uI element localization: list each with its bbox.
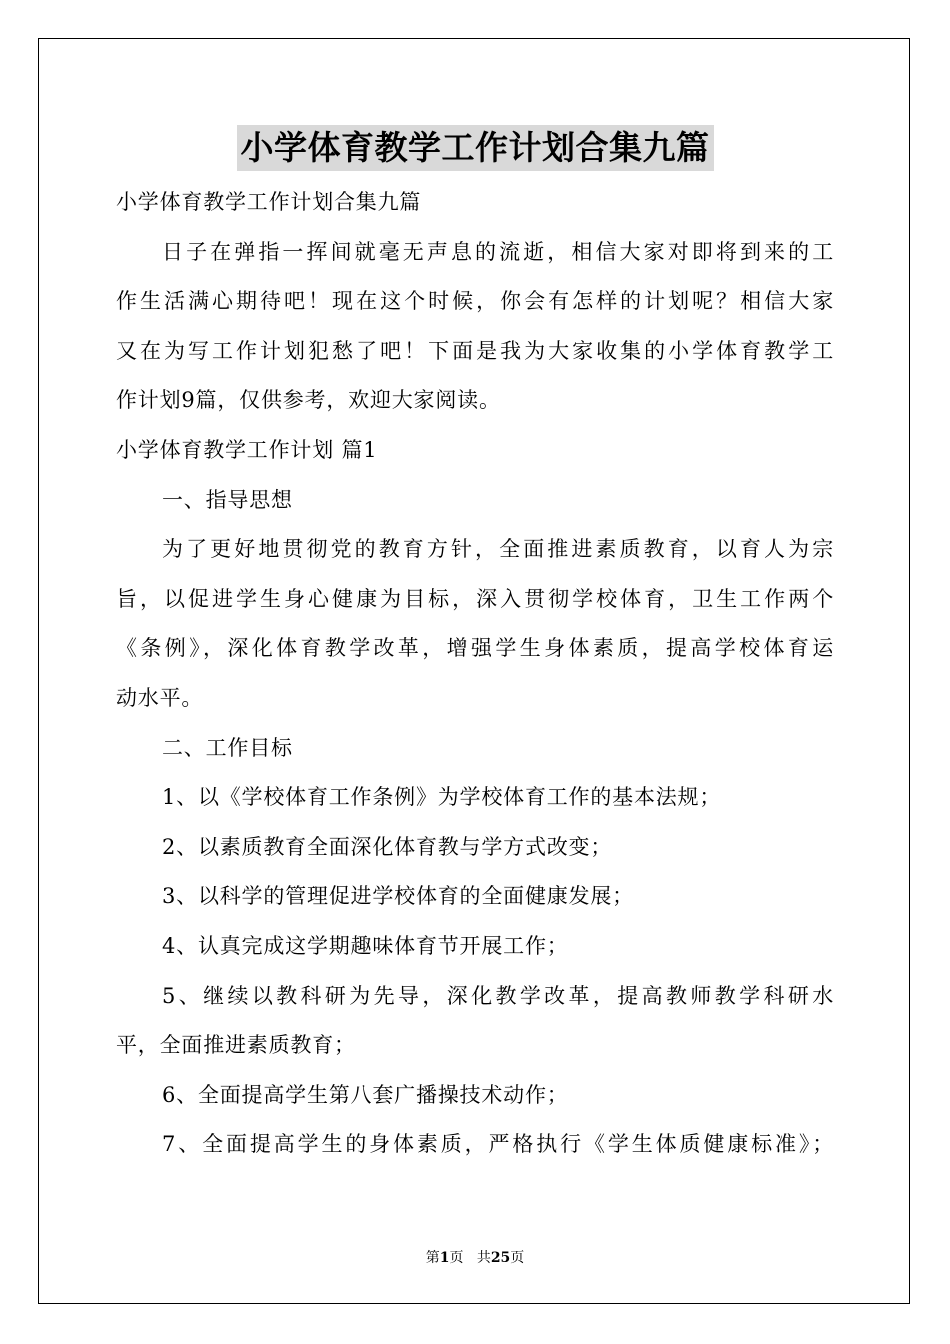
text-line: 一、指导思想 [162, 487, 293, 512]
text-line: 又在为写工作计划犯愁了吧！下面是我为大家收集的小学体育教学工 [116, 338, 834, 363]
footer-page-prefix: 第 [425, 1250, 440, 1266]
footer-page-mid: 页 [449, 1250, 464, 1266]
text-line: 《条例》，深化体育教学改革，增强学生身体素质，提高学校体育运 [116, 636, 834, 661]
text-line: 5、继续以教科研为先导，深化教学改革，提高教师教学科研水 [162, 983, 834, 1008]
text-line: 平，全面推进素质教育； [116, 1033, 356, 1058]
text-line: 4、认真完成这学期趣味体育节开展工作； [162, 933, 569, 958]
text-line: 小学体育教学工作计划合集九篇 [116, 190, 422, 214]
text-line: 旨，以促进学生身心健康为目标，深入贯彻学校体育，卫生工作两个 [116, 586, 834, 611]
text-line: 动水平。 [116, 685, 204, 710]
footer-total-pages: 25 [490, 1250, 511, 1266]
text-line: 2、以素质教育全面深化体育教与学方式改变； [162, 834, 613, 859]
title-container [0, 125, 950, 171]
page-footer [0, 1247, 950, 1267]
footer-total-suffix: 页 [510, 1250, 525, 1266]
text-line: 1、以《学校体育工作条例》为学校体育工作的基本法规； [162, 785, 722, 810]
footer-total-prefix: 共 [476, 1250, 491, 1266]
text-line: 日子在弹指一挥间就毫无声息的流逝，相信大家对即将到来的工 [162, 239, 834, 264]
text-line: 小学体育教学工作计划 篇1 [116, 437, 378, 462]
text-line: 作计划9篇，仅供参考，欢迎大家阅读。 [116, 388, 501, 413]
text-line: 为了更好地贯彻党的教育方针，全面推进素质教育，以育人为宗 [162, 537, 834, 562]
footer-page-number: 1 [439, 1250, 450, 1266]
text-line: 二、工作目标 [162, 735, 293, 760]
document-body [116, 178, 834, 1170]
text-line: 6、全面提高学生第八套广播操技术动作； [162, 1082, 569, 1107]
document-title: 小学体育教学工作计划合集九篇 [237, 125, 714, 171]
text-line: 7、全面提高学生的身体素质，严格执行《学生体质健康标准》； [162, 1132, 834, 1157]
text-line: 3、以科学的管理促进学校体育的全面健康发展； [162, 884, 634, 909]
text-line: 作生活满心期待吧！现在这个时候，你会有怎样的计划呢？相信大家 [116, 289, 834, 314]
